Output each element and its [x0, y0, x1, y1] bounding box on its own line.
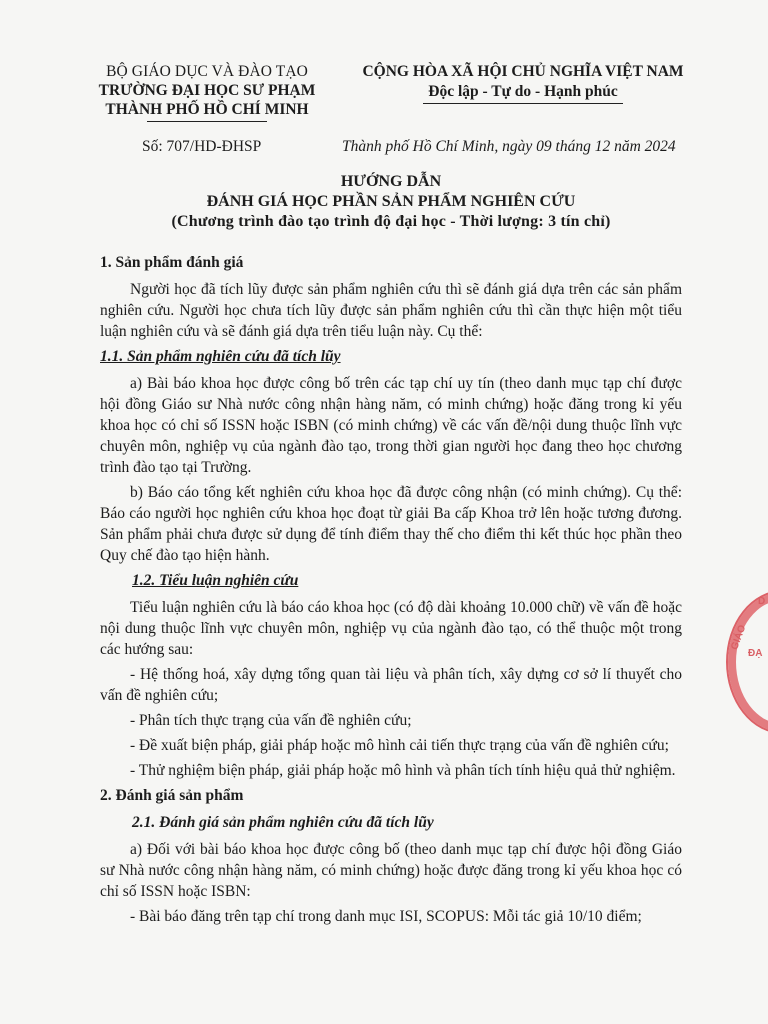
bullet-item: - Thử nghiệm biện pháp, giải pháp hoặc mô hình và phân tích tính hiệu quả thử nghiệm.: [130, 762, 676, 779]
subsection-heading: [100, 346, 682, 367]
document-number: Số: 707/HD-ĐHSP: [142, 138, 262, 155]
document-body: [100, 252, 682, 931]
subsection-heading-text: 2.1. Đánh giá sản phẩm nghiên cứu đã tích lũy: [132, 814, 434, 831]
university-city: THÀNH PHỐ HỒ CHÍ MINH: [105, 101, 309, 118]
bullet-item: - Phân tích thực trạng của vấn đề nghiên cứu;: [130, 712, 412, 729]
seal-text: ĐẠ: [748, 648, 763, 659]
national-motto: Độc lập - Tự do - Hạnh phúc: [428, 83, 618, 100]
seal-text: D: [758, 596, 766, 607]
place-and-date: Thành phố Hồ Chí Minh, ngày 09 tháng 12 năm 2024: [342, 138, 676, 155]
subsection-heading: [100, 812, 682, 833]
header-underline: [147, 121, 267, 122]
official-seal: [726, 590, 768, 734]
paragraph: b) Báo cáo tổng kết nghiên cứu khoa học đã được công nhận (có minh chứng). Cụ thể: Báo cáo người học nghiên cứu khoa học đoạt từ giải Ba cấp Khoa trở lên hoặc tương đương. Sản phẩm phải chưa được sử dụng để tính điểm thay thế cho điểm thi kết thúc học phần theo Quy chế đào tạo hiện hành.: [100, 484, 682, 564]
section-heading: 2. Đánh giá sản phẩm: [100, 787, 244, 804]
bullet-item: - Bài báo đăng trên tạp chí trong danh mục ISI, SCOPUS: Mỗi tác giả 10/10 điểm;: [130, 908, 642, 925]
subsection-heading: [100, 570, 682, 591]
bullet-item: - Hệ thống hoá, xây dựng tổng quan tài liệu và phân tích, xây dựng cơ sở lí thuyết cho vấn đề nghiên cứu;: [100, 666, 682, 704]
paragraph: Tiểu luận nghiên cứu là báo cáo khoa học (có độ dài khoảng 10.000 chữ) về vấn đề hoặc nội dung thuộc lĩnh vực chuyên môn, nghiệp vụ của ngành đào tạo, có thể thuộc một trong các hướng sau:: [100, 599, 682, 658]
motto-underline: [423, 103, 623, 104]
title-line-subject: ĐÁNH GIÁ HỌC PHẦN SẢN PHẨM NGHIÊN CỨU: [206, 193, 576, 210]
subsection-heading-text: 1.2. Tiểu luận nghiên cứu: [132, 572, 299, 589]
paragraph: a) Bài báo khoa học được công bố trên các tạp chí uy tín (theo danh mục tạp chí được hội đồng Giáo sư Nhà nước công nhận hàng năm, có minh chứng) hoặc đăng trong kỉ yếu khoa học có chỉ số ISSN hoặc ISBN (có minh chứng) về các vấn đề/nội dung thuộc lĩnh vực chuyên môn, nghiệp vụ của ngành đào tạo, trong thời gian người học đang theo học chương trình đào tạo tại Trường.: [100, 375, 682, 476]
paragraph: a) Đối với bài báo khoa học được công bố (theo danh mục tạp chí được hội đồng Giáo sư Nhà nước công nhận hàng năm, có minh chứng) hoặc được đăng trong kỉ yếu khoa học có chỉ số ISSN hoặc ISBN:: [100, 841, 682, 900]
paragraph: Người học đã tích lũy được sản phẩm nghiên cứu thì sẽ đánh giá dựa trên các sản phẩm nghiên cứu. Người học chưa tích lũy được sản phẩm nghiên cứu thì cần thực hiện một tiểu luận nghiên cứu và sẽ đánh giá dựa trên tiểu luận này. Cụ thể:: [100, 281, 682, 340]
country-name: CỘNG HÒA XÃ HỘI CHỦ NGHĨA VIỆT NAM: [362, 63, 684, 80]
university-name: TRƯỜNG ĐẠI HỌC SƯ PHẠM: [98, 82, 316, 99]
issuing-authority-header: [76, 62, 338, 122]
section-heading: 1. Sản phẩm đánh giá: [100, 254, 244, 271]
document-title: [60, 172, 722, 232]
title-line-program: (Chương trình đào tạo trình độ đại học - Thời lượng: 3 tín chỉ): [171, 213, 611, 230]
ministry-name: BỘ GIÁO DỤC VÀ ĐÀO TẠO: [106, 63, 308, 80]
subsection-heading-text: 1.1. Sản phẩm nghiên cứu đã tích lũy: [100, 348, 341, 365]
seal-text: GIÁO: [729, 623, 749, 652]
bullet-item: - Đề xuất biện pháp, giải pháp hoặc mô hình cải tiến thực trạng của vấn đề nghiên cứu;: [130, 737, 669, 754]
national-motto-header: [343, 62, 703, 104]
title-line-guide: HƯỚNG DẪN: [340, 173, 442, 190]
